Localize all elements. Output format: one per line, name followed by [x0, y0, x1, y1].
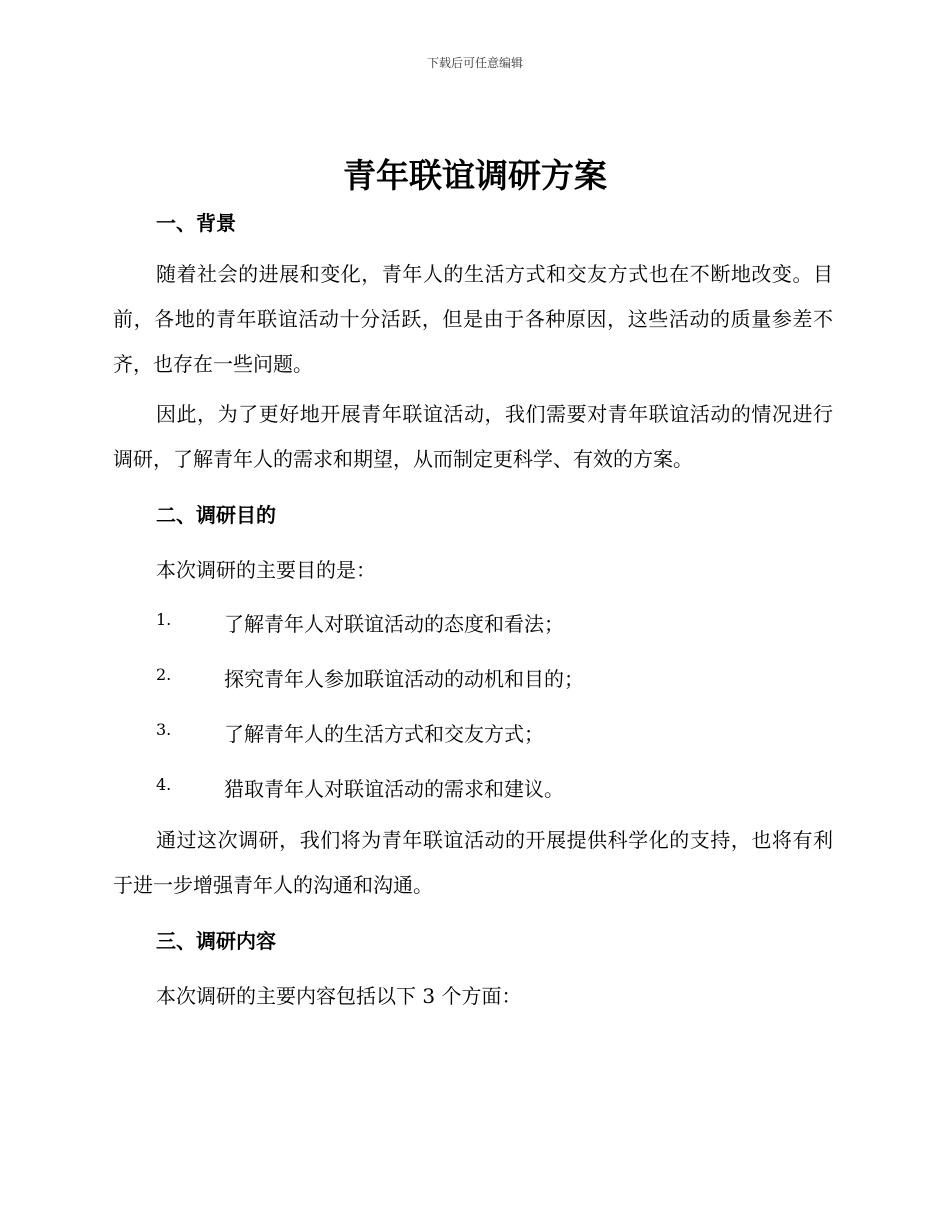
- document-title: 青年联谊调研方案: [343, 156, 607, 195]
- section-heading-content: 三、调研内容: [156, 929, 276, 953]
- list-item-text: 了解青年人对联谊活动的态度和看法；: [224, 612, 564, 636]
- list-item-number: 2.: [156, 665, 172, 684]
- list-item: [156, 663, 816, 691]
- list-item-number: 1.: [156, 610, 172, 629]
- background-paragraph-2: 因此，为了更好地开展青年联谊活动，我们需要对青年联谊活动的情况进行调研，了解青年人的需求和期望，从而制定更科学、有效的方案。: [113, 402, 833, 471]
- section-heading-background: 一、背景: [156, 211, 236, 235]
- background-paragraph-1: 随着社会的进展和变化，青年人的生活方式和交友方式也在不断地改变。目前，各地的青年联谊活动十分活跃，但是由于各种原因，这些活动的质量参差不齐，也存在一些问题。: [113, 262, 833, 376]
- list-item: [156, 718, 816, 746]
- header-note: 下载后可任意编辑: [426, 56, 523, 70]
- content-intro: 本次调研的主要内容包括以下 3 个方面：: [156, 984, 522, 1008]
- list-item-text: 探究青年人参加联谊活动的动机和目的；: [224, 667, 584, 691]
- list-item-text: 了解青年人的生活方式和交友方式；: [224, 722, 544, 746]
- purpose-closing-paragraph: 通过这次调研，我们将为青年联谊活动的开展提供科学化的支持，也将有利于进一步增强青年人的沟通和沟通。: [113, 828, 833, 897]
- list-item-number: 4.: [156, 775, 172, 794]
- list-item-text: 猎取青年人对联谊活动的需求和建议。: [224, 777, 564, 801]
- purpose-intro: 本次调研的主要目的是：: [156, 558, 376, 582]
- list-item: [156, 773, 816, 801]
- section-heading-purpose: 二、调研目的: [156, 503, 276, 527]
- list-item-number: 3.: [156, 720, 172, 739]
- list-item: [156, 608, 816, 636]
